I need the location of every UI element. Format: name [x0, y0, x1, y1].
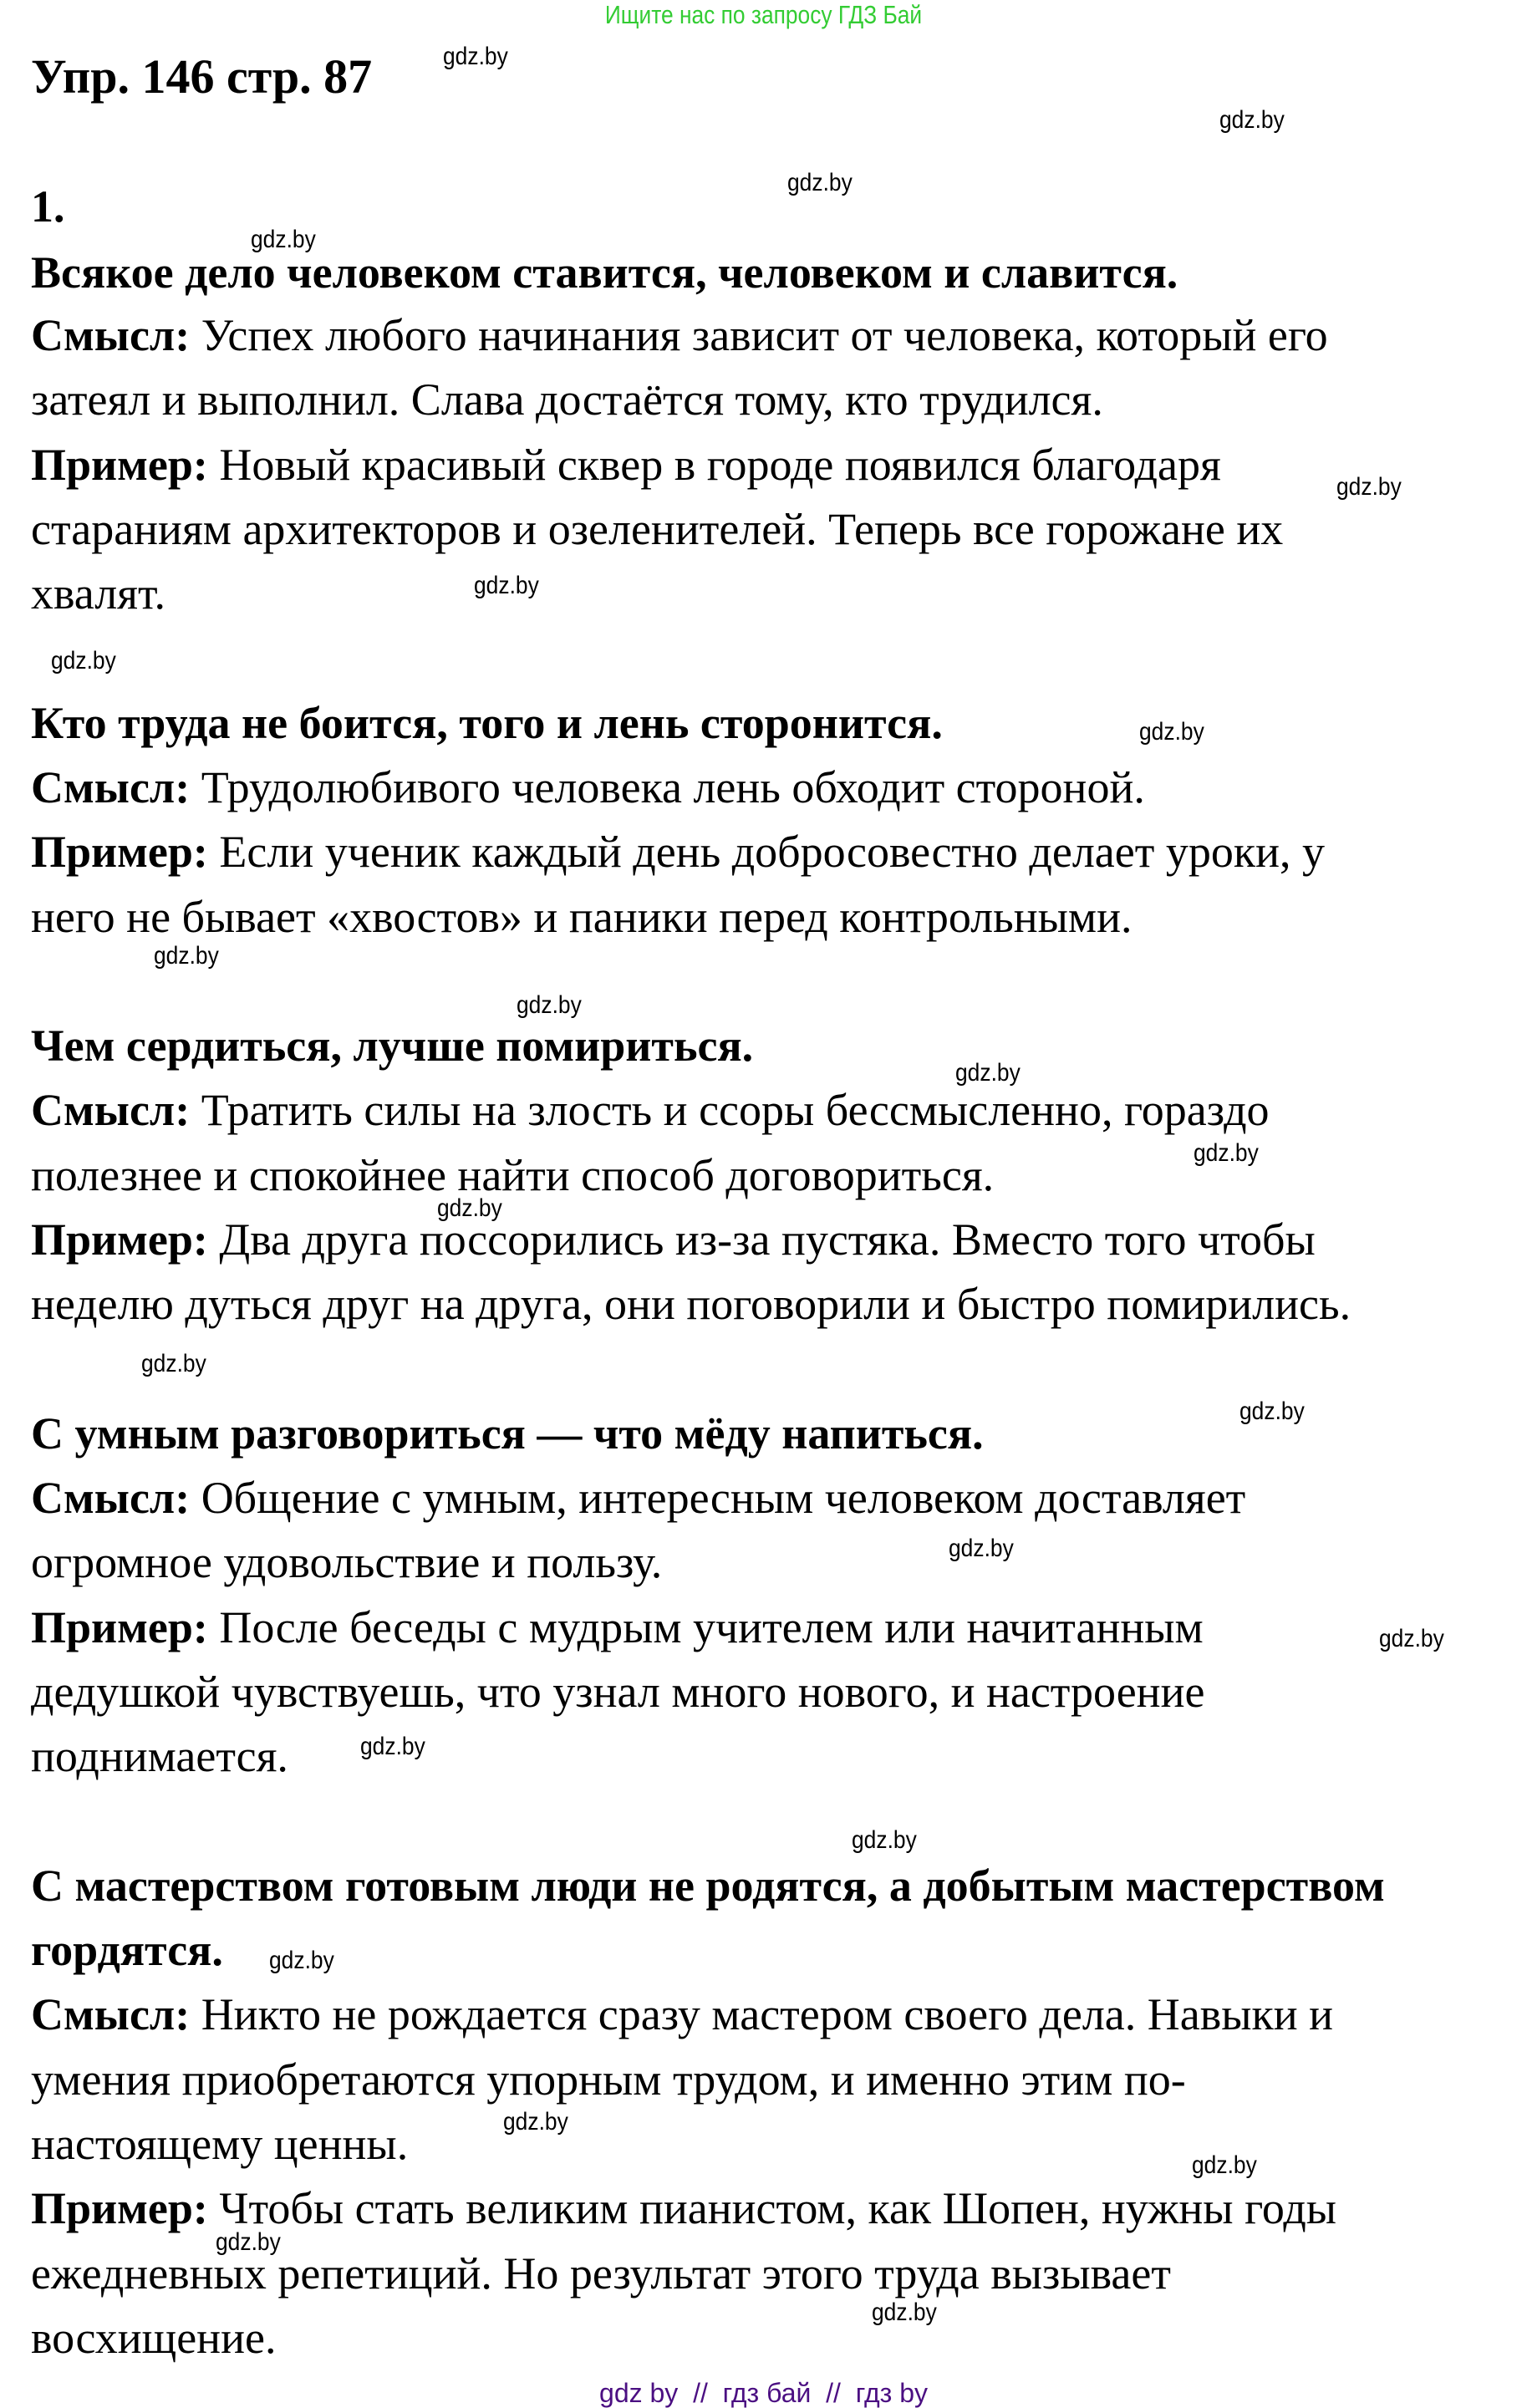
watermark: gdz.by — [503, 2108, 568, 2136]
proverb-heading: С мастерством готовым люди не родятся, а добытым мастерством — [31, 1861, 1385, 1911]
example-label: Пример: — [31, 2183, 208, 2233]
meaning-text: Общение с умным, интересным человеком доставляет — [190, 1473, 1246, 1523]
example-label: Пример: — [31, 827, 208, 877]
example-line: дедушкой чувствуешь, что узнал много нового, и настроение — [31, 1667, 1205, 1717]
watermark: gdz.by — [1139, 718, 1204, 746]
watermark: gdz.by — [51, 647, 116, 675]
watermark: gdz.by — [517, 991, 582, 1019]
example-line: него не бывает «хвостов» и паники перед контрольными. — [31, 892, 1133, 942]
watermark: gdz.by — [251, 226, 316, 253]
meaning-text: Трудолюбивого человека лень обходит стороной. — [190, 762, 1145, 812]
example-line: ежедневных репетиций. Но результат этого труда вызывает — [31, 2248, 1171, 2299]
example-label: Пример: — [31, 1602, 208, 1652]
example-label: Пример: — [31, 440, 208, 490]
meaning-line: затеял и выполнил. Слава достаётся тому, кто трудился. — [31, 374, 1103, 425]
meaning-label: Смысл: — [31, 310, 191, 360]
watermark: gdz.by — [154, 942, 219, 970]
watermark: gdz.by — [1194, 1139, 1259, 1167]
watermark: gdz.by — [852, 1826, 917, 1854]
meaning-line: настоящему ценны. — [31, 2119, 409, 2169]
meaning-line — [31, 1466, 1245, 1530]
example-text: Если ученик каждый день добросовестно делает уроки, у — [207, 827, 1325, 877]
meaning-line — [31, 1983, 1333, 2047]
meaning-text: Тратить силы на злость и ссоры бессмысленно, гораздо — [190, 1085, 1270, 1135]
example-text: Чтобы стать великим пианистом, как Шопен, нужны годы — [207, 2183, 1337, 2233]
proverb-heading: С умным разговориться — что мёду напиться. — [31, 1408, 984, 1459]
meaning-line — [31, 756, 1145, 820]
example-line — [31, 433, 1221, 497]
example-text: Новый красивый сквер в городе появился благодаря — [207, 440, 1221, 490]
watermark: gdz.by — [1219, 106, 1285, 134]
watermark: gdz.by — [141, 1350, 206, 1377]
watermark: gdz.by — [474, 572, 539, 599]
footer-links[interactable]: gdz by // гдз бай // гдз by — [599, 2378, 928, 2408]
meaning-label: Смысл: — [31, 762, 191, 812]
example-line: поднимается. — [31, 1731, 288, 1781]
meaning-line — [31, 303, 1328, 368]
example-line: стараниям архитекторов и озеленителей. Теперь все горожане их — [31, 504, 1284, 554]
example-text: После беседы с мудрым учителем или начитанным — [207, 1602, 1204, 1652]
example-line: хвалят. — [31, 568, 166, 619]
meaning-line: полезнее и спокойнее найти способ договориться. — [31, 1150, 995, 1200]
example-line: неделю дуться друг на друга, они поговорили и быстро помирились. — [31, 1279, 1351, 1329]
watermark: gdz.by — [1192, 2151, 1257, 2179]
example-text: Два друга поссорились из-за пустяка. Вместо того чтобы — [207, 1214, 1316, 1265]
meaning-label: Смысл: — [31, 1085, 191, 1135]
proverb-heading: Чем сердиться, лучше помириться. — [31, 1021, 754, 1071]
meaning-text: Никто не рождается сразу мастером своего дела. Навыки и — [190, 1989, 1334, 2039]
meaning-line — [31, 1078, 1270, 1143]
search-banner[interactable]: Ищите нас по запросу ГДЗ Бай — [604, 0, 923, 29]
example-line: восхищение. — [31, 2313, 277, 2363]
watermark: gdz.by — [1336, 473, 1402, 501]
watermark: gdz.by — [1239, 1397, 1305, 1425]
item-number: 1. — [31, 181, 65, 232]
meaning-label: Смысл: — [31, 1989, 191, 2039]
proverb-heading: Всякое дело человеком ставится, человеком и славится. — [31, 247, 1178, 298]
meaning-text: Успех любого начинания зависит от человека, который его — [190, 310, 1328, 360]
meaning-line: умения приобретаются упорным трудом, и именно этим по- — [31, 2054, 1186, 2105]
watermark: gdz.by — [437, 1194, 502, 1222]
proverb-heading: гордятся. — [31, 1925, 223, 1975]
watermark: gdz.by — [443, 43, 508, 70]
watermark: gdz.by — [1379, 1625, 1444, 1652]
meaning-label: Смысл: — [31, 1473, 191, 1523]
proverb-heading: Кто труда не боится, того и лень сторонится. — [31, 698, 943, 748]
example-line — [31, 820, 1325, 884]
example-label: Пример: — [31, 1214, 208, 1265]
watermark: gdz.by — [216, 2228, 281, 2256]
watermark: gdz.by — [949, 1535, 1014, 1562]
watermark: gdz.by — [872, 2299, 937, 2326]
watermark: gdz.by — [269, 1947, 334, 1974]
page-title: Упр. 146 стр. 87 — [31, 49, 373, 104]
example-line — [31, 1208, 1316, 1272]
watermark: gdz.by — [955, 1059, 1021, 1087]
meaning-line: огромное удовольствие и пользу. — [31, 1537, 663, 1587]
watermark: gdz.by — [360, 1733, 425, 1760]
example-line — [31, 1596, 1204, 1660]
watermark: gdz.by — [787, 169, 853, 196]
